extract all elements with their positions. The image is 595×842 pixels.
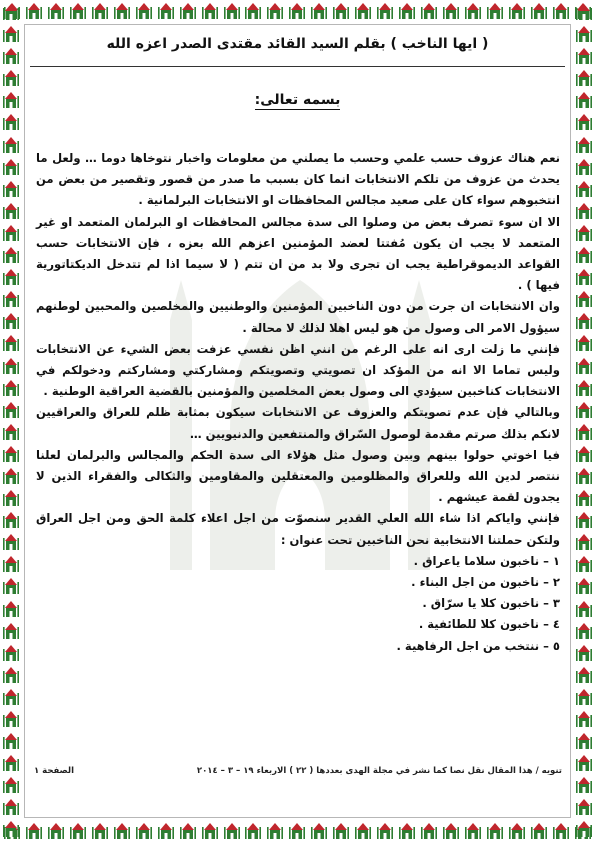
mosque-icon xyxy=(1,665,21,685)
mosque-icon xyxy=(287,1,307,21)
mosque-icon xyxy=(574,245,594,265)
mosque-icon xyxy=(1,356,21,376)
mosque-icon xyxy=(200,821,220,841)
title-divider xyxy=(30,66,565,67)
mosque-icon xyxy=(574,112,594,132)
mosque-icon xyxy=(375,821,395,841)
mosque-icon xyxy=(574,687,594,707)
mosque-icon xyxy=(46,1,66,21)
mosque-icon xyxy=(574,731,594,751)
mosque-icon xyxy=(1,245,21,265)
mosque-icon xyxy=(574,135,594,155)
mosque-icon xyxy=(1,311,21,331)
mosque-icon xyxy=(90,821,110,841)
mosque-icon xyxy=(243,821,263,841)
mosque-icon xyxy=(574,554,594,574)
mosque-icon xyxy=(574,532,594,552)
decorative-border-bottom xyxy=(0,820,595,842)
mosque-icon xyxy=(485,1,505,21)
paragraph: فإنني واياكم اذا شاء الله العلي القدير سنصوّت من اجل اعلاء كلمة الحق ومن اجل العراق ولتكن حملتنا الانتخابية نحن الناخبين تحت عنوان : xyxy=(36,511,560,547)
mosque-icon xyxy=(574,643,594,663)
mosque-icon xyxy=(375,1,395,21)
mosque-icon xyxy=(574,599,594,619)
mosque-icon xyxy=(574,356,594,376)
mosque-icon xyxy=(134,821,154,841)
mosque-icon xyxy=(574,201,594,221)
mosque-icon xyxy=(331,1,351,21)
mosque-icon xyxy=(1,621,21,641)
mosque-icon xyxy=(1,819,21,839)
mosque-icon xyxy=(222,821,242,841)
mosque-icon xyxy=(574,444,594,464)
mosque-icon xyxy=(1,201,21,221)
mosque-icon xyxy=(222,1,242,21)
decorative-border-top xyxy=(0,0,595,22)
page-footer xyxy=(34,766,562,776)
mosque-icon xyxy=(574,267,594,287)
mosque-icon xyxy=(1,289,21,309)
mosque-icon xyxy=(1,554,21,574)
slogan-item: ٤ – ناخبون كلا للطائفية . xyxy=(418,617,560,632)
mosque-icon xyxy=(574,2,594,22)
mosque-icon xyxy=(112,1,132,21)
decorative-border-right xyxy=(573,0,595,842)
mosque-icon xyxy=(441,1,461,21)
mosque-icon xyxy=(574,179,594,199)
mosque-icon xyxy=(90,1,110,21)
paragraph: فيا اخوتي حولوا بينهم وبين وصول مثل هؤلاء الى سدة الحكم والمجالس والبرلمان لعلنا ننتصر لدين الله وللعراق والمظلومين والمعتقلين والمقاومين والثكالى والفقراء الذين لا يجدون لقمة عيشهم . xyxy=(36,447,560,505)
paragraph: نعم هناك عزوف حسب علمي وحسب ما يصلني من معلومات واخبار نتوخاها دوما … ولعل ما يحدث من عزوف من تلكم الانتخابات انما كان بسبب ما صدر من قصور وتقصير من بعض من انتخبوهم سواء كان على صعيد مجالس المحافظات او الانتخابات البرلمانية . xyxy=(36,151,560,208)
mosque-icon xyxy=(574,68,594,88)
mosque-icon xyxy=(1,378,21,398)
mosque-icon xyxy=(1,643,21,663)
slogan-item: ٣ – ناخبون كلا يا سرّاق . xyxy=(422,596,560,611)
mosque-icon xyxy=(1,135,21,155)
mosque-icon xyxy=(463,821,483,841)
mosque-icon xyxy=(529,1,549,21)
mosque-icon xyxy=(156,1,176,21)
mosque-icon xyxy=(24,821,44,841)
mosque-icon xyxy=(265,821,285,841)
mosque-icon xyxy=(331,821,351,841)
mosque-icon xyxy=(68,821,88,841)
mosque-icon xyxy=(574,621,594,641)
mosque-icon xyxy=(1,532,21,552)
mosque-icon xyxy=(397,821,417,841)
mosque-icon xyxy=(1,400,21,420)
mosque-icon xyxy=(68,1,88,21)
decorative-border-left xyxy=(0,0,22,842)
basmala-text: بسمه تعالى: xyxy=(254,92,341,108)
slogan-item: ٥ – ننتخب من اجل الرفاهية . xyxy=(396,638,560,653)
paragraph: فإنني ما زلت ارى انه على الرغم من انني اظن نفسي عزفت بعض الشيء عن الانتخابات وليس تماما الا انه من المؤكد ان تصويتي وتصويتكم ومشاركتي ومشاركتم ودخولكم في الانتخابات كناخبين سيؤدي الى وصول بعض المخلصين والمؤمنين بالقضية العراقية الوطنية . xyxy=(36,341,560,399)
mosque-icon xyxy=(463,1,483,21)
mosque-icon xyxy=(529,821,549,841)
mosque-icon xyxy=(574,576,594,596)
mosque-icon xyxy=(1,157,21,177)
mosque-icon xyxy=(397,1,417,21)
mosque-icon xyxy=(1,68,21,88)
paragraph: الا ان سوء تصرف بعض من وصلوا الى سدة مجالس المحافظات او البرلمان المتعمد او غير المتعمد لا يجب ان يكون مُفتتا لعضد المؤمنين اعزهم الله بعزه ، فإن الانتخابات حسب القواعد الديموقراطية يجب ان تجرى ولا بد من ان تتم ( لا سيما اذا لم تتدخل الديكتاتورية فيها ) . xyxy=(36,214,560,293)
mosque-icon xyxy=(1,179,21,199)
mosque-icon xyxy=(485,821,505,841)
mosque-icon xyxy=(574,488,594,508)
mosque-icon xyxy=(1,687,21,707)
mosque-icon xyxy=(1,753,21,773)
mosque-icon xyxy=(574,46,594,66)
mosque-icon xyxy=(1,466,21,486)
mosque-icon xyxy=(1,90,21,110)
mosque-icon xyxy=(200,1,220,21)
mosque-icon xyxy=(419,821,439,841)
mosque-icon xyxy=(1,223,21,243)
mosque-icon xyxy=(1,46,21,66)
mosque-icon xyxy=(1,599,21,619)
mosque-icon xyxy=(265,1,285,21)
mosque-icon xyxy=(574,753,594,773)
mosque-icon xyxy=(1,2,21,22)
mosque-icon xyxy=(574,289,594,309)
mosque-icon xyxy=(353,1,373,21)
mosque-icon xyxy=(353,821,373,841)
mosque-icon xyxy=(574,819,594,839)
mosque-icon xyxy=(574,223,594,243)
mosque-icon xyxy=(24,1,44,21)
mosque-icon xyxy=(574,333,594,353)
mosque-icon xyxy=(112,821,132,841)
mosque-icon xyxy=(551,1,571,21)
mosque-icon xyxy=(1,731,21,751)
mosque-icon xyxy=(1,510,21,530)
paragraph: وبالتالي فإن عدم تصويتكم والعزوف عن الانتخابات سيكون بمثابة ظلم للعراق والعراقيين لانكم بذلك صرتم مقدمة لوصول السّراق والمنتفعين والدنيويين … xyxy=(36,405,560,441)
mosque-icon xyxy=(1,333,21,353)
mosque-icon xyxy=(574,797,594,817)
paragraph: وان الانتخابات ان جرت من دون الناخبين المؤمنين والوطنيين والمخلصين والمحبين لوطنهم سيؤول الامر الى وصول من هو ليس اهلا لذلك لا محالة . xyxy=(36,299,560,335)
mosque-icon xyxy=(46,821,66,841)
mosque-icon xyxy=(574,775,594,795)
mosque-icon xyxy=(1,112,21,132)
mosque-icon xyxy=(551,821,571,841)
mosque-icon xyxy=(287,821,307,841)
mosque-icon xyxy=(574,378,594,398)
mosque-icon xyxy=(1,267,21,287)
mosque-icon xyxy=(1,444,21,464)
mosque-icon xyxy=(507,821,527,841)
slogan-item: ٢ – ناخبون من اجل البناء . xyxy=(411,575,560,590)
mosque-icon xyxy=(574,24,594,44)
mosque-icon xyxy=(178,1,198,21)
mosque-icon xyxy=(574,466,594,486)
mosque-icon xyxy=(1,488,21,508)
mosque-icon xyxy=(243,1,263,21)
article-body xyxy=(36,148,560,657)
mosque-icon xyxy=(1,775,21,795)
mosque-icon xyxy=(178,821,198,841)
mosque-icon xyxy=(507,1,527,21)
slogan-list xyxy=(36,551,560,657)
mosque-icon xyxy=(574,90,594,110)
page-title: ( ايها الناخب ) بقلم السيد القائد مقتدى الصدر اعزه الله xyxy=(106,36,489,52)
page-number: الصفحة ١ xyxy=(34,766,75,776)
mosque-icon xyxy=(1,709,21,729)
slogan-item: ١ – ناخبون سلاما ياعراق . xyxy=(413,553,560,568)
mosque-icon xyxy=(574,422,594,442)
mosque-icon xyxy=(1,576,21,596)
source-note: تنويه / هذا المقال نقل نصا كما نشر في مجلة الهدى بعددها ( ٢٢ ) الاربعاء ١٩ – ٣ – ٢٠١٤ xyxy=(196,766,562,776)
mosque-icon xyxy=(574,400,594,420)
mosque-icon xyxy=(309,821,329,841)
mosque-icon xyxy=(574,510,594,530)
mosque-icon xyxy=(574,665,594,685)
basmala-heading xyxy=(30,92,565,108)
mosque-icon xyxy=(134,1,154,21)
mosque-icon xyxy=(574,157,594,177)
mosque-icon xyxy=(309,1,329,21)
mosque-icon xyxy=(1,797,21,817)
mosque-icon xyxy=(574,709,594,729)
mosque-icon xyxy=(1,422,21,442)
mosque-icon xyxy=(1,24,21,44)
mosque-icon xyxy=(419,1,439,21)
mosque-icon xyxy=(156,821,176,841)
mosque-icon xyxy=(574,311,594,331)
mosque-icon xyxy=(441,821,461,841)
